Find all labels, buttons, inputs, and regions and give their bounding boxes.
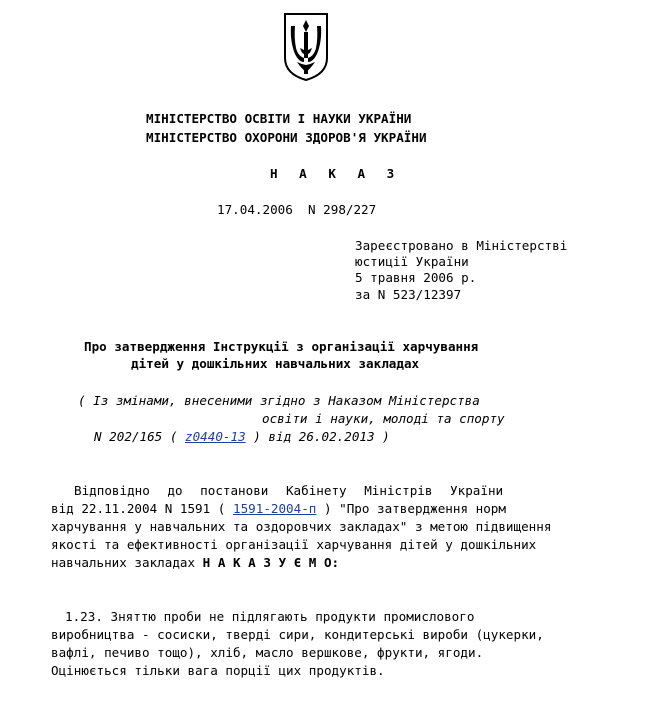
paragraph-1-line-1: Відповідно до постанови Кабінету Міністрів України — [74, 483, 504, 498]
amendments-line-3 — [94, 429, 390, 445]
amendments-prefix: N 202/165 ( — [94, 429, 185, 444]
amendments-suffix: ) від 26.02.2013 ) — [245, 429, 390, 444]
paragraph-2-line-3: вафлі, печиво тощо), хліб, масло вершкове, фрукти, ягоди. — [51, 645, 484, 660]
amendment-link[interactable]: z0440-13 — [185, 429, 246, 444]
paragraph-1-line-5 — [51, 555, 339, 571]
registration-line-1: Зареєстровано в Міністерстві — [355, 238, 568, 253]
paragraph-1-line-4: якості та ефективності організації харчування дітей у дошкільних — [51, 537, 537, 552]
paragraph-2-line-1: 1.23. Зняттю проби не підлягають продукти промислового — [65, 609, 475, 624]
order-title-line-2: дітей у дошкільних навчальних закладах — [131, 356, 420, 371]
amendments-line-2: освіти і науки, молоді та спорту — [262, 411, 505, 426]
registration-line-4: за N 523/12397 — [355, 287, 462, 302]
order-keyword: Н А К А З У Є М О: — [202, 555, 340, 570]
amendments-line-1: ( Із змінами, внесеними згідно з Наказом Міністерства — [78, 393, 480, 408]
paragraph-1-line-2 — [51, 501, 506, 517]
paragraph-2-line-2: виробництва - сосиски, тверді сири, кондитерські вироби (цукерки, — [51, 627, 544, 642]
coat-of-arms-icon — [283, 12, 329, 82]
order-title-line-1: Про затвердження Інструкції з організації харчування — [84, 339, 479, 354]
resolution-ref-prefix: від 22.11.2004 N 1591 ( — [51, 501, 233, 516]
order-date-number: 17.04.2006 N 298/227 — [217, 202, 377, 217]
paragraph-1-line-5-text: навчальних закладах — [51, 555, 203, 570]
ministry-title-1: МІНІСТЕРСТВО ОСВІТИ І НАУКИ УКРАЇНИ — [146, 111, 412, 126]
resolution-link[interactable]: 1591-2004-п — [232, 501, 317, 516]
registration-line-3: 5 травня 2006 р. — [355, 270, 477, 285]
ministry-title-2: МІНІСТЕРСТВО ОХОРОНИ ЗДОРОВ'Я УКРАЇНИ — [146, 130, 427, 145]
resolution-ref-suffix: ) "Про затвердження норм — [316, 501, 506, 516]
paragraph-1-line-3: харчування у навчальних та оздоровчих закладах" з метою підвищення — [51, 519, 552, 534]
registration-line-2: юстиції України — [355, 254, 469, 269]
document-type: Н А К А З — [270, 166, 402, 181]
paragraph-2-line-4: Оцінюється тільки вага порції цих продуктів. — [51, 663, 385, 678]
